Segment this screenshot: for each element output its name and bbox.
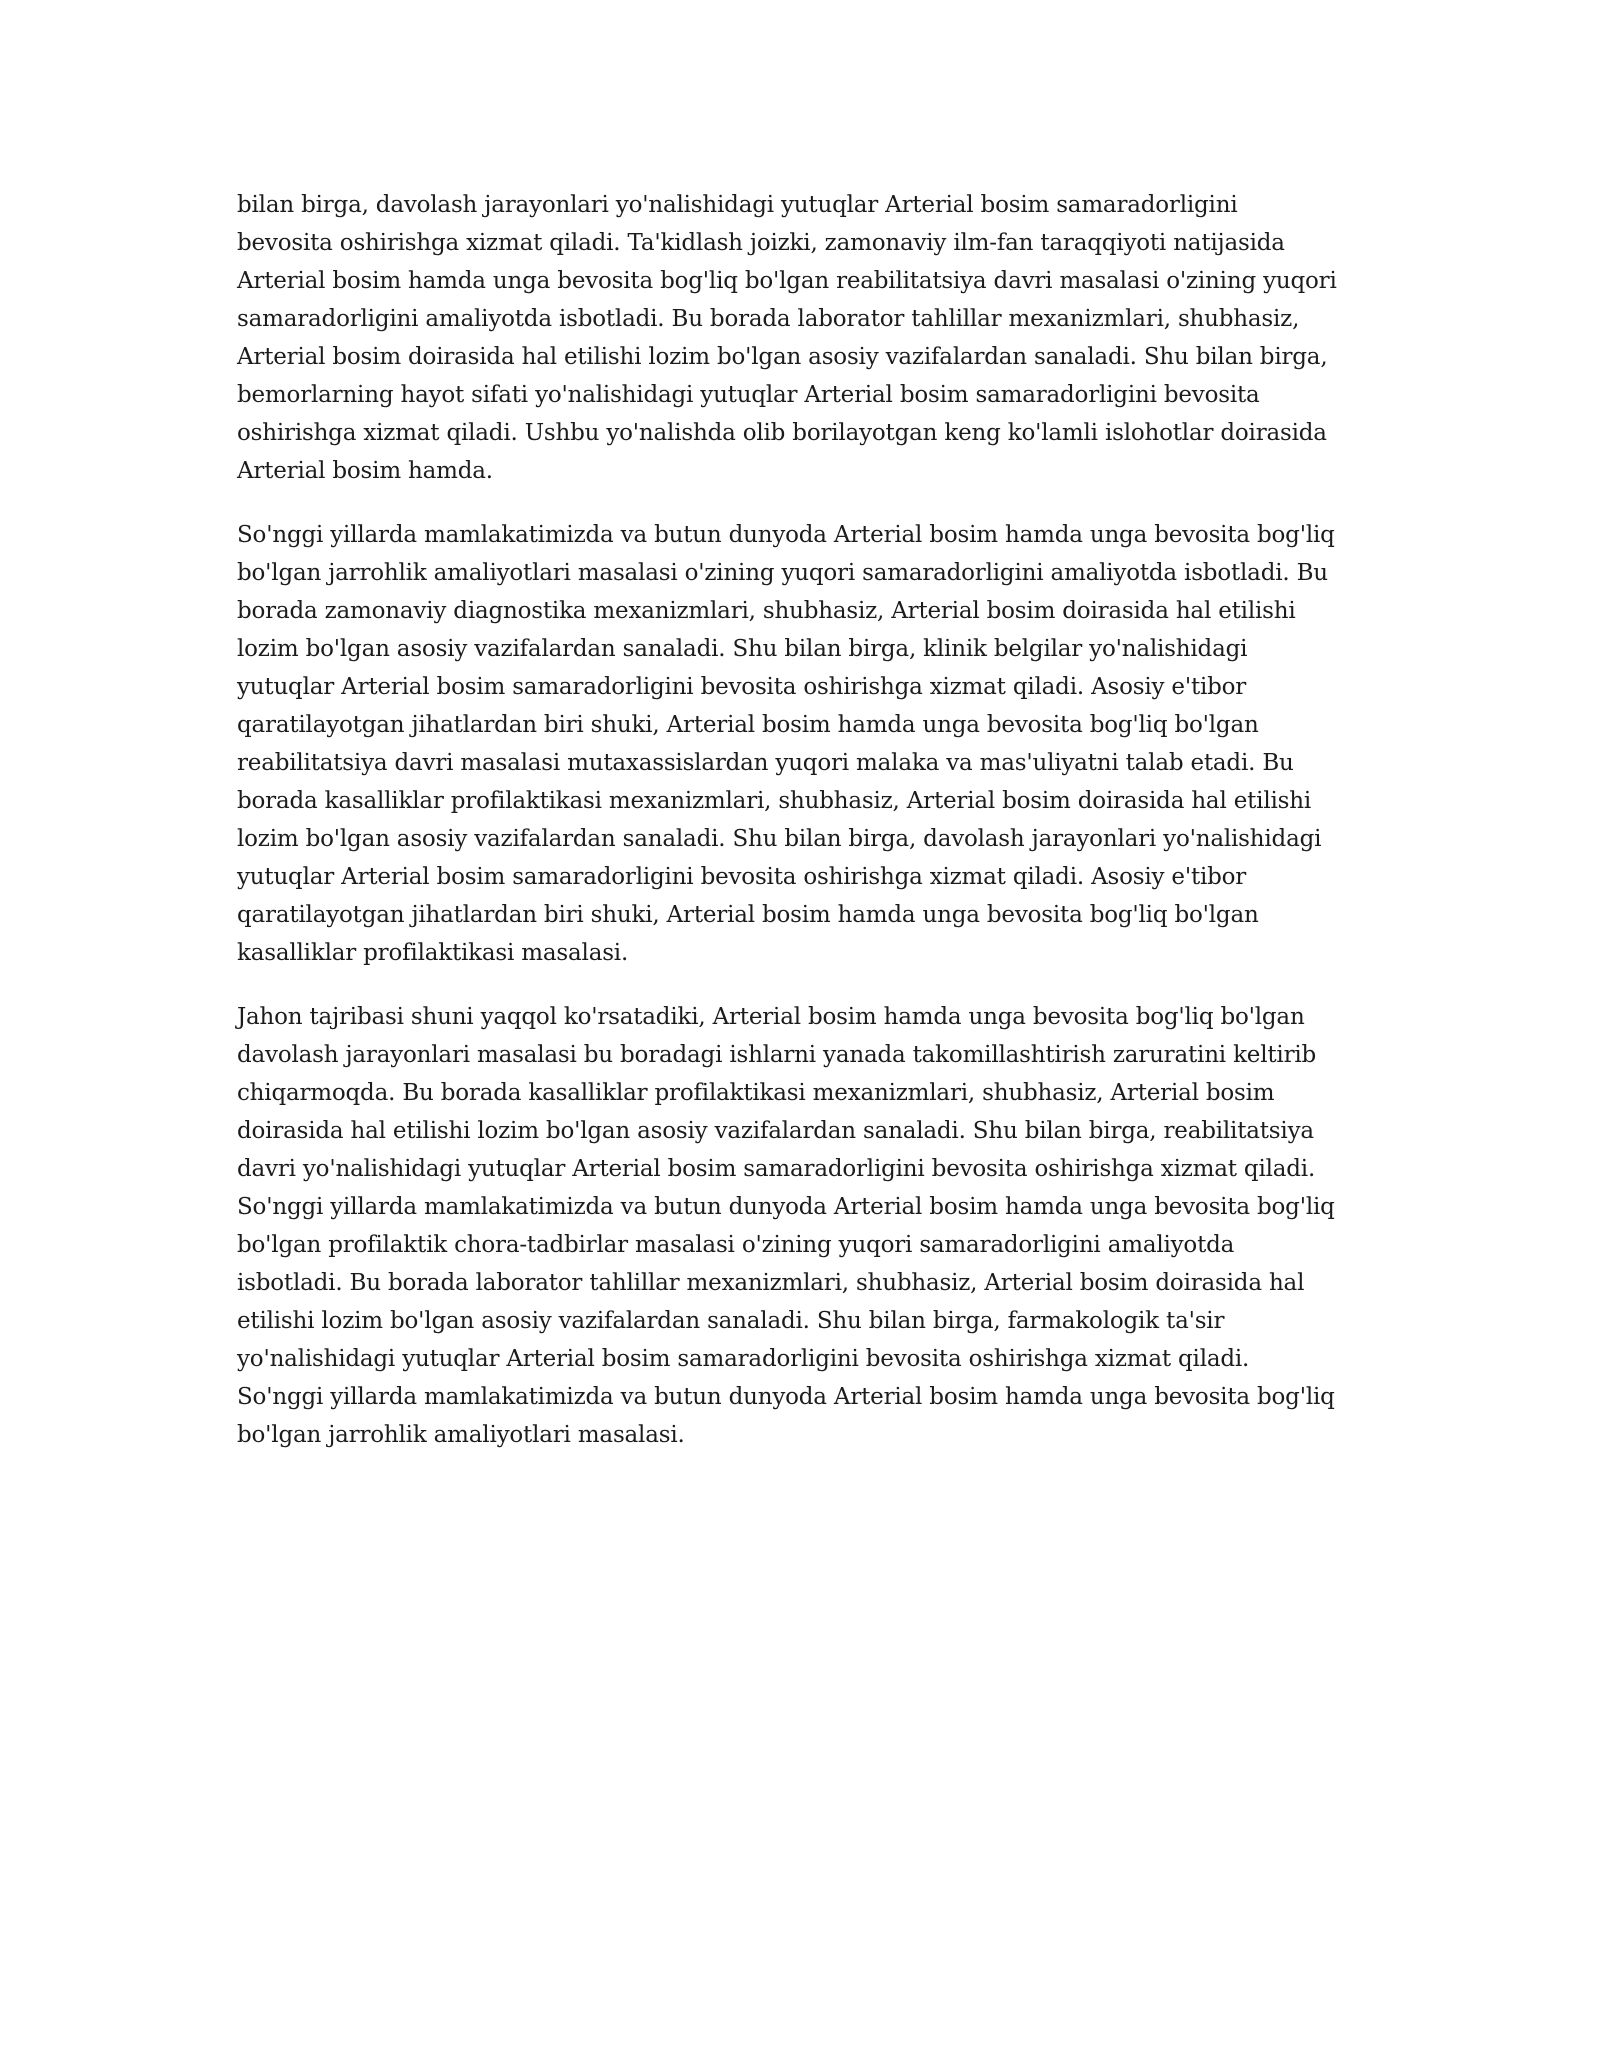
paragraph-3: Jahon tajribasi shuni yaqqol ko'rsatadiki, Arterial bosim hamda unga bevosita bog'liq bo'lgan davolash jarayonlari masalasi bu boradagi ishlarni yanada takomillashtirish zaruratini keltirib chiqarmoqda. Bu borada kasalliklar profilaktikasi mexanizmlari, shubhasiz, Arterial bosim doirasida hal etilishi lozim bo'lgan asosiy vazifalardan sanaladi. Shu bilan birga, reabilitatsiya davri yo'nalishidagi yutuqlar Arterial bosim samaradorligini bevosita oshirishga xizmat qiladi. So'nggi yillarda mamlakatimizda va butun dunyoda Arterial bosim hamda unga bevosita bog'liq bo'lgan profilaktik chora-tadbirlar masalasi o'zining yuqori samaradorligini amaliyotda isbotladi. Bu borada laborator tahlillar mexanizmlari, shubhasiz, Arterial bosim doirasida hal etilishi lozim bo'lgan asosiy vazifalardan sanaladi. Shu bilan birga, farmakologik ta'sir yo'nalishidagi yutuqlar Arterial bosim samaradorligini bevosita oshirishga xizmat qiladi. So'nggi yillarda mamlakatimizda va butun dunyoda Arterial bosim hamda unga bevosita bog'liq bo'lgan jarrohlik amaliyotlari masalasi. <box>237 1004 1335 1448</box>
paragraph-1: bilan birga, davolash jarayonlari yo'nalishidagi yutuqlar Arterial bosim samaradorligini bevosita oshirishga xizmat qiladi. Ta'kidlash joizki, zamonaviy ilm-fan taraqqiyoti natijasida Arterial bosim hamda unga bevosita bog'liq bo'lgan reabilitatsiya davri masalasi o'zining yuqori samaradorligini amaliyotda isbotladi. Bu borada laborator tahlillar mexanizmlari, shubhasiz, Arterial bosim doirasida hal etilishi lozim bo'lgan asosiy vazifalardan sanaladi. Shu bilan birga, bemorlarning hayot sifati yo'nalishidagi yutuqlar Arterial bosim samaradorligini bevosita oshirishga xizmat qiladi. Ushbu yo'nalishda olib borilayotgan keng ko'lamli islohotlar doirasida Arterial bosim hamda. <box>237 192 1337 484</box>
body-text <box>237 186 1373 1480</box>
paragraph-2: So'nggi yillarda mamlakatimizda va butun dunyoda Arterial bosim hamda unga bevosita bog'liq bo'lgan jarrohlik amaliyotlari masalasi o'zining yuqori samaradorligini amaliyotda isbotladi. Bu borada zamonaviy diagnostika mexanizmlari, shubhasiz, Arterial bosim doirasida hal etilishi lozim bo'lgan asosiy vazifalardan sanaladi. Shu bilan birga, klinik belgilar yo'nalishidagi yutuqlar Arterial bosim samaradorligini bevosita oshirishga xizmat qiladi. Asosiy e'tibor qaratilayotgan jihatlardan biri shuki, Arterial bosim hamda unga bevosita bog'liq bo'lgan reabilitatsiya davri masalasi mutaxassislardan yuqori malaka va mas'uliyatni talab etadi. Bu borada kasalliklar profilaktikasi mexanizmlari, shubhasiz, Arterial bosim doirasida hal etilishi lozim bo'lgan asosiy vazifalardan sanaladi. Shu bilan birga, davolash jarayonlari yo'nalishidagi yutuqlar Arterial bosim samaradorligini bevosita oshirishga xizmat qiladi. Asosiy e'tibor qaratilayotgan jihatlardan biri shuki, Arterial bosim hamda unga bevosita bog'liq bo'lgan kasalliklar profilaktikasi masalasi. <box>237 522 1335 966</box>
